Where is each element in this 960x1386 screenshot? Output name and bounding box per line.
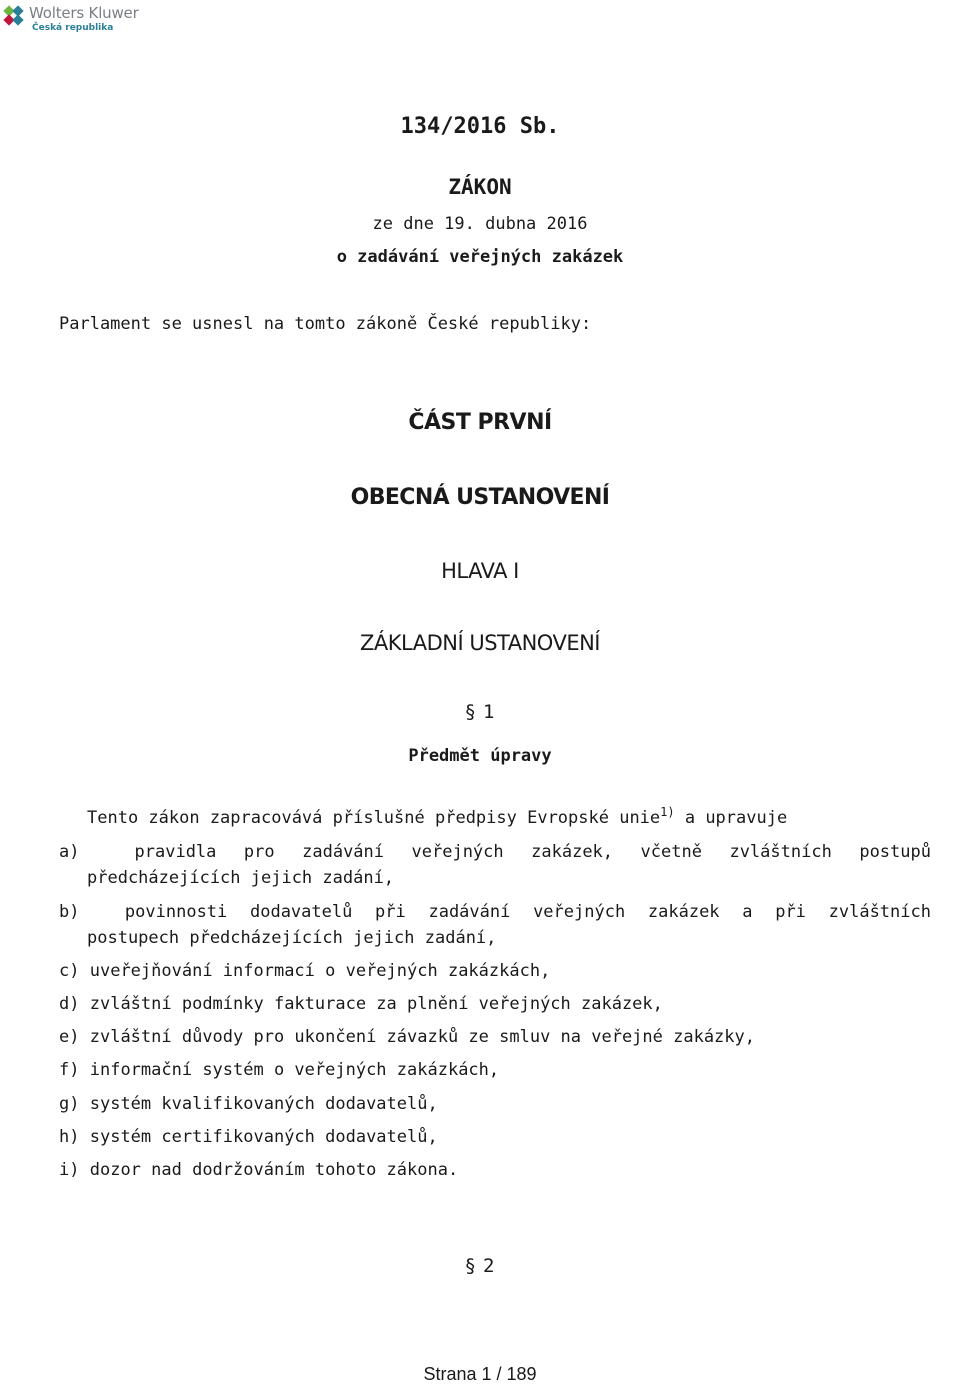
list-item	[59, 994, 663, 1014]
section-number: 1	[483, 701, 495, 723]
list-item-letter: g)	[59, 1094, 80, 1114]
footnote-reference[interactable]: 1)	[660, 805, 675, 819]
list-item-letter: i)	[59, 1160, 80, 1180]
list-item-line-2: postupech předcházejících jejich zadání,	[87, 928, 497, 948]
section-1-heading	[0, 701, 960, 723]
list-item	[59, 1094, 438, 1114]
list-item	[59, 1027, 755, 1047]
list-item	[59, 899, 931, 951]
list-item-letter: c)	[59, 961, 80, 981]
section-sign-icon: §	[465, 1255, 476, 1277]
list-item	[59, 839, 931, 891]
list-item-letter: e)	[59, 1027, 80, 1047]
list-item-text: uveřejňování informací o veřejných zakázkách,	[89, 961, 551, 981]
list-item-letter: f)	[59, 1060, 80, 1080]
page-footer: Strana 1 / 189	[423, 1364, 537, 1384]
list-item-line-2: předcházejících jejich zadání,	[87, 868, 395, 888]
head-title: ZÁKLADNÍ USTANOVENÍ	[360, 631, 600, 655]
section-number: 2	[483, 1255, 495, 1277]
list-item-text: zvláštní důvody pro ukončení závazků ze smluv na veřejné zakázky,	[89, 1027, 756, 1047]
list-item-letter: b)	[59, 902, 80, 922]
list-item-text: informační systém o veřejných zakázkách,	[89, 1060, 500, 1080]
wolters-kluwer-logo-icon	[3, 5, 25, 27]
section-sign-icon: §	[465, 701, 476, 723]
list-item-text: systém certifikovaných dodavatelů,	[89, 1127, 438, 1147]
section-title: Předmět úpravy	[408, 746, 552, 766]
law-subject: o zadávání veřejných zakázek	[336, 247, 624, 267]
list-item	[59, 1060, 499, 1080]
list-item-letter: a)	[59, 842, 80, 862]
list-item	[59, 1127, 438, 1147]
part-number: ČÁST PRVNÍ	[408, 410, 552, 435]
intro-text: Parlament se usnesl na tomto zákoně České republiky:	[59, 314, 592, 334]
list-item	[59, 961, 550, 981]
lead-text: Tento zákon zapracovává příslušné předpisy Evropské unie	[87, 808, 661, 828]
list-item	[59, 1160, 458, 1180]
list-item-text: povinnosti dodavatelů při zadávání veřejných zakázek a při zvláštních	[124, 902, 931, 922]
list-item-letter: h)	[59, 1127, 80, 1147]
list-item-text: pravidla pro zadávání veřejných zakázek, včetně zvláštních postupů	[134, 842, 931, 862]
list-item-text: zvláštní podmínky fakturace za plnění veřejných zakázek,	[89, 994, 663, 1014]
publisher-logo	[2, 2, 152, 36]
section-2-heading	[0, 1255, 960, 1277]
logo-name: Wolters Kluwer	[29, 4, 139, 22]
law-date: ze dne 19. dubna 2016	[372, 214, 588, 234]
section-lead-paragraph	[87, 805, 788, 828]
list-item-text: dozor nad dodržováním tohoto zákona.	[89, 1160, 459, 1180]
list-item-line-1	[59, 839, 931, 865]
law-type: ZÁKON	[448, 175, 512, 199]
law-number: 134/2016 Sb.	[400, 114, 560, 139]
list-item-text: systém kvalifikovaných dodavatelů,	[89, 1094, 438, 1114]
list-item-letter: d)	[59, 994, 80, 1014]
part-title: OBECNÁ USTANOVENÍ	[350, 485, 610, 510]
lead-text-end: a upravuje	[674, 808, 788, 828]
head-number: HLAVA I	[441, 559, 519, 583]
list-item-line-1	[59, 899, 931, 925]
logo-subtitle: Česká republika	[32, 23, 114, 33]
